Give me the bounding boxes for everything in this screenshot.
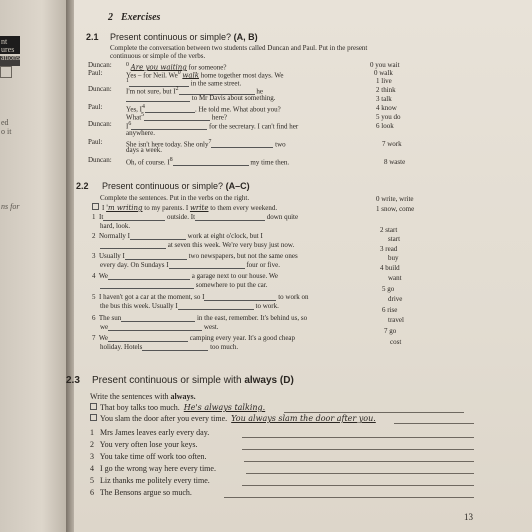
example-sentence: You slam the door after you every time. You always slam the door after you. <box>90 414 376 423</box>
sentence-line: holiday. Hotels too much. <box>100 343 239 351</box>
verb-item: 0 write, write <box>376 195 414 203</box>
speaker-label: Duncan: <box>88 85 112 93</box>
answer-blank[interactable] <box>108 323 202 331</box>
answer-blank[interactable] <box>100 281 194 289</box>
sentence-line: somewhere to put the car. <box>100 281 267 289</box>
left-page-fragment: o it <box>1 127 12 136</box>
sentence-line: 2 You very often lose your keys. <box>90 440 198 449</box>
example-sentence: That boy talks too much. He's always talking. <box>90 403 265 412</box>
exercise-number: 2.2 <box>76 181 89 191</box>
answer-line[interactable] <box>284 412 464 413</box>
sentence-line: the bus this week. Usually I to work. <box>100 302 279 310</box>
verb-item: want <box>388 274 402 282</box>
verb-item: 7 go <box>384 327 397 335</box>
exercise-title: Present continuous or simple with always (D) <box>92 375 294 386</box>
answer-blank[interactable] <box>195 213 265 221</box>
left-page-fragment: ed <box>1 118 9 127</box>
exercise-intro: Complete the sentences. Put in the verbs on the right. <box>100 194 250 202</box>
answer-blank[interactable] <box>173 158 249 166</box>
sentence-line: 4 I go the wrong way here every time. <box>90 464 216 473</box>
verb-item: 2 think <box>376 86 396 94</box>
sentence-line: 5 I haven't got a car at the moment, so I to work on <box>92 293 309 301</box>
speaker-label: Paul: <box>88 103 103 111</box>
sentence-line: 7 We camping every year. It's a good cheap <box>92 334 296 342</box>
example-checkbox-icon <box>90 414 97 421</box>
left-page-fragment: ns for <box>1 202 20 211</box>
dialogue-line: Yes, $I^4$ . He told me. What about you? <box>126 104 281 114</box>
exercise-title: Present continuous or simple? (A, B) <box>110 32 258 42</box>
dialogue-line: Yes – for Neil. We$^0$ walk home together most days. We <box>126 70 284 80</box>
speaker-label: Paul: <box>88 69 103 77</box>
dialogue-line: $I^6$ for the secretary. I can't find her <box>126 121 299 131</box>
sentence-line: 3 Usually I two newspapers, but not the same ones <box>92 252 298 260</box>
verb-item: cost <box>390 338 402 346</box>
page-number: 13 <box>464 512 473 522</box>
speaker-label: Duncan: <box>88 156 112 164</box>
answer-blank[interactable] <box>178 302 254 310</box>
exercise-title: Present continuous or simple? (A–C) <box>102 181 250 191</box>
dialogue-line: She isn't here today. She only$^7$ two <box>126 139 286 149</box>
workbook-page <box>66 0 532 532</box>
example-sentence: I 'm writing to my parents. I write to them every weekend. <box>92 203 277 212</box>
verb-item: drive <box>388 295 403 303</box>
sentence-line: we west. <box>100 323 219 331</box>
chapter-number: 2 <box>108 12 113 23</box>
sentence-line: 1 It outside. It down quite <box>92 213 299 221</box>
answer-blank[interactable] <box>108 272 190 280</box>
example-checkbox-icon <box>90 403 97 410</box>
exercise-intro: Write the sentences with always. <box>90 392 196 401</box>
verb-item: 8 waste <box>384 158 406 166</box>
speaker-label: Duncan: <box>88 120 112 128</box>
verb-item: 6 look <box>376 122 394 130</box>
left-page-fragment: ures <box>1 45 15 54</box>
speaker-label: Duncan: <box>88 61 112 69</box>
page-title: Exercises <box>121 12 161 23</box>
answer-blank[interactable] <box>126 94 190 102</box>
speaker-label: Paul: <box>88 138 103 146</box>
verb-item: 6 rise <box>382 306 398 314</box>
sentence-line: every day. On Sundays I four or five. <box>100 261 280 269</box>
dialogue-line: What$^5$ here? <box>126 112 227 122</box>
verb-item: 0 walk <box>374 69 393 77</box>
sentence-line: 6 The sun in the east, remember. It's behind us, so <box>92 314 308 322</box>
dialogue-line: days a week. <box>126 146 162 154</box>
verb-item: 7 work <box>382 140 402 148</box>
sentence-line: 4 We a garage next to our house. We <box>92 272 278 280</box>
dialogue-line: to Mr Davis about something. <box>126 94 276 102</box>
answer-line[interactable] <box>246 473 474 474</box>
exercise-intro: continuous or simple of the verbs. <box>110 52 206 60</box>
answer-line[interactable] <box>242 449 474 450</box>
sentence-line: 6 The Bensons argue so much. <box>90 488 192 497</box>
exercise-number: 2.1 <box>86 32 99 42</box>
answer-blank[interactable] <box>204 293 276 301</box>
dialogue-line: $^0$ Are you waiting for someone? <box>126 62 227 72</box>
answer-blank[interactable] <box>169 261 245 269</box>
answer-blank[interactable] <box>103 213 165 221</box>
dialogue-line: I'm not sure, but $I^2$ he <box>126 86 263 96</box>
verb-item: 1 live <box>376 77 392 85</box>
dialogue-line: anywhere. <box>126 129 155 137</box>
verb-item: travel <box>388 316 404 324</box>
answer-blank[interactable] <box>130 232 186 240</box>
verb-item: 1 snow, come <box>376 205 415 213</box>
verb-item: 2 start <box>380 226 398 234</box>
dialogue-line: Oh, of course. $I^8$ my time then. <box>126 157 290 167</box>
answer-line[interactable] <box>242 437 474 438</box>
example-checkbox-icon <box>92 203 99 210</box>
verb-item: 5 go <box>382 285 395 293</box>
answer-blank[interactable] <box>100 241 166 249</box>
sentence-line: at seven this week. We're very busy just now. <box>100 241 294 249</box>
answer-blank[interactable] <box>108 334 188 342</box>
verb-item: start <box>388 235 401 243</box>
left-page-box <box>0 66 12 78</box>
dialogue-line: $^1$ in the same street. <box>126 78 242 88</box>
verb-item: 3 read <box>380 245 398 253</box>
sentence-line: 1 Mrs James leaves early every day. <box>90 428 210 437</box>
left-page-fragment: ations <box>1 53 21 62</box>
answer-line[interactable] <box>394 423 474 424</box>
sentence-line: 5 Liz thanks me politely every time. <box>90 476 210 485</box>
verb-item: 0 you wait <box>370 61 400 69</box>
answer-blank[interactable] <box>142 343 208 351</box>
verb-item: 5 you do <box>376 113 401 121</box>
sentence-line: 2 Normally I work at eight o'clock, but I <box>92 232 263 240</box>
answer-line[interactable] <box>244 461 474 462</box>
answer-line[interactable] <box>242 485 474 486</box>
exercise-number: 2.3 <box>66 375 80 386</box>
verb-item: 3 talk <box>376 95 392 103</box>
sentence-line: hard, look. <box>100 222 131 230</box>
answer-line[interactable] <box>224 497 474 498</box>
answer-blank[interactable] <box>125 252 187 260</box>
left-page-edge <box>0 0 70 532</box>
verb-item: 4 know <box>376 104 397 112</box>
answer-blank[interactable] <box>211 140 273 148</box>
exercise-intro: Complete the conversation between two students called Duncan and Paul. Put in the present <box>110 44 368 52</box>
sentence-line: 3 You take time off work too often. <box>90 452 207 461</box>
answer-blank[interactable] <box>121 314 195 322</box>
left-page-fragment: nt <box>1 37 8 46</box>
verb-item: 4 build <box>380 264 400 272</box>
verb-item: buy <box>388 254 399 262</box>
